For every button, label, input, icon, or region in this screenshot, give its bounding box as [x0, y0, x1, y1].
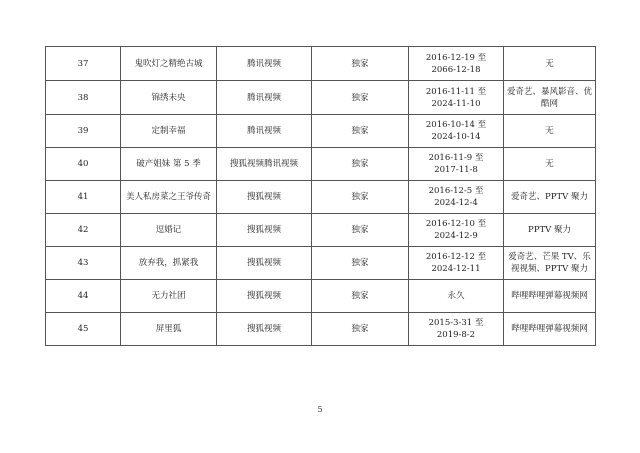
platform: 腾讯视频	[217, 81, 312, 115]
license-period	[409, 81, 504, 115]
period-start: 永久	[447, 291, 465, 301]
row-number: 43	[46, 247, 121, 280]
row-number: 45	[46, 313, 121, 346]
license-period	[409, 280, 504, 313]
other-platforms: 无	[504, 115, 596, 148]
other-platforms: 哔哩哔哩弹幕视频网	[504, 280, 596, 313]
license-period	[409, 181, 504, 214]
period-end: 2024-11-10	[431, 98, 481, 109]
platform: 搜狐视频	[217, 214, 312, 247]
page-number: 5	[317, 405, 323, 414]
platform: 搜狐视频	[217, 280, 312, 313]
platform: 腾讯视频	[217, 115, 312, 148]
period-start: 2016-10-14 至	[425, 120, 487, 130]
drama-title: 屏里狐	[121, 313, 217, 346]
license-period	[409, 47, 504, 81]
license-period	[409, 115, 504, 148]
period-end: 2024-12-4	[434, 198, 478, 208]
table-row	[46, 81, 596, 115]
table-row	[46, 280, 596, 313]
period-start: 2016-12-10 至	[425, 219, 487, 229]
license-type: 独家	[312, 148, 409, 181]
drama-title: 美人私房菜之王爷传奇	[121, 181, 217, 214]
license-period	[409, 247, 504, 280]
row-number: 44	[46, 280, 121, 313]
period-end: 2024-12-11	[431, 264, 481, 274]
period-end: 2024-10-14	[431, 132, 481, 142]
row-number: 40	[46, 148, 121, 181]
drama-title: 锦绣未央	[121, 81, 217, 115]
other-platforms: 爱奇艺、PPTV 聚力	[504, 181, 596, 214]
table-row	[46, 313, 596, 346]
period-start: 2015-3-31 至	[428, 318, 484, 328]
license-type: 独家	[312, 247, 409, 280]
period-start: 2016-12-19 至	[425, 52, 487, 63]
other-platforms: 爱奇艺、暴风影音、优酷网	[504, 81, 596, 115]
drama-title: 定制幸福	[121, 115, 217, 148]
drama-title: 鬼吹灯之精绝古城	[121, 47, 217, 81]
table-row	[46, 115, 596, 148]
row-number: 37	[46, 47, 121, 81]
row-number: 41	[46, 181, 121, 214]
platform: 搜狐视频	[217, 247, 312, 280]
period-end: 2017-11-8	[434, 165, 478, 175]
row-number: 38	[46, 81, 121, 115]
table-row	[46, 148, 596, 181]
period-start: 2016-12-5 至	[428, 186, 484, 196]
license-type: 独家	[312, 313, 409, 346]
other-platforms: 爱奇艺、芒果 TV、乐视视频、PPTV 聚力	[504, 247, 596, 280]
period-start: 2016-11-9 至	[428, 153, 484, 163]
drama-title: 逗婚记	[121, 214, 217, 247]
license-type: 独家	[312, 280, 409, 313]
license-type: 独家	[312, 47, 409, 81]
license-type: 独家	[312, 181, 409, 214]
license-table	[45, 46, 596, 346]
period-start: 2016-12-12 至	[425, 252, 487, 262]
license-type: 独家	[312, 115, 409, 148]
license-period	[409, 313, 504, 346]
platform: 搜狐视频腾讯视频	[217, 148, 312, 181]
license-period	[409, 214, 504, 247]
table-row	[46, 214, 596, 247]
platform: 腾讯视频	[217, 47, 312, 81]
period-end: 2019-8-2	[436, 330, 476, 340]
drama-title: 无力社团	[121, 280, 217, 313]
other-platforms: 哔哩哔哩弹幕视频网	[504, 313, 596, 346]
other-platforms: 无	[504, 47, 596, 81]
period-start: 2016-11-11 至	[425, 86, 487, 97]
license-period	[409, 148, 504, 181]
license-type: 独家	[312, 81, 409, 115]
period-end: 2066-12-18	[431, 64, 481, 75]
table-row	[46, 47, 596, 81]
table-row	[46, 181, 596, 214]
period-end: 2024-12-9	[434, 231, 478, 241]
row-number: 39	[46, 115, 121, 148]
platform: 搜狐视频	[217, 181, 312, 214]
other-platforms: 无	[504, 148, 596, 181]
table-row	[46, 247, 596, 280]
drama-title: 放弃我，抓紧我	[121, 247, 217, 280]
other-platforms: PPTV 聚力	[504, 214, 596, 247]
platform: 搜狐视频	[217, 313, 312, 346]
license-type: 独家	[312, 214, 409, 247]
row-number: 42	[46, 214, 121, 247]
drama-title: 破产姐妹 第 5 季	[121, 148, 217, 181]
